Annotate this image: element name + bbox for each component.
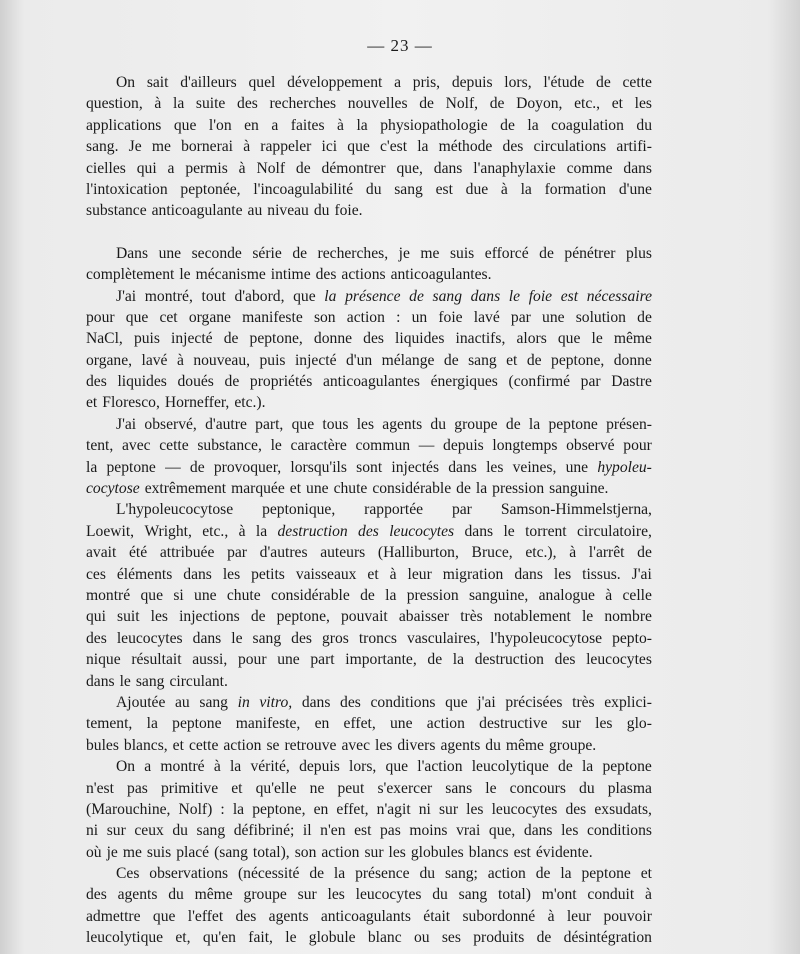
text-line: tent, avec cette substance, le caractère commun — depuis longtemps observé pour — [86, 437, 652, 455]
text-line: l'intoxication peptonée, l'incoagulabilité du sang est due à la formation d'une — [86, 180, 652, 198]
text-line: dans le sang circulant. — [86, 672, 228, 690]
paragraph — [86, 692, 652, 756]
text-line: leucolytique et, qu'en fait, le globule blanc ou ses produits de désintégration — [86, 929, 652, 947]
text-line: Ces observations (nécessité de la présence du sang; action de la peptone et — [116, 865, 652, 883]
text-line: applications que l'on en a faites à la physiopathologie de la coagulation du — [86, 116, 652, 134]
text-line: qui suit les injections de peptone, pouvait abaisser très notablement le nombre — [86, 608, 652, 626]
text-line: montré que si une chute considérable de la pression sanguine, analogue à celle — [86, 586, 652, 604]
paragraph — [86, 243, 652, 286]
text-line: NaCl, puis injecté de peptone, donne des liquides inactifs, alors que le même — [86, 330, 652, 348]
text-line: bules blancs, et cette action se retrouve avec les divers agents du même groupe. — [86, 736, 597, 754]
paragraph — [86, 863, 652, 949]
text-line: sang. Je me bornerai à rappeler ici que c'est la méthode des circulations artifi- — [86, 138, 652, 156]
paragraph — [86, 499, 652, 692]
text-line: J'ai observé, d'autre part, que tous les agents du groupe de la peptone présen- — [116, 415, 652, 433]
text-line: cocytose extrêmement marquée et une chute considérable de la pression sanguine. — [86, 480, 609, 498]
text-line: ces éléments dans les petits vaisseaux et à leur migration dans les tissus. J'ai — [86, 565, 652, 583]
text-line: Dans une seconde série de recherches, je me suis efforcé de pénétrer plus — [116, 244, 652, 262]
text-line: question, à la suite des recherches nouvelles de Nolf, de Doyon, etc., et les — [86, 95, 652, 113]
text-line: (Marouchine, Nolf) : la peptone, en effet, n'agit ni sur les leucocytes des exsudats, — [86, 800, 652, 818]
paragraph — [86, 72, 652, 222]
text-line: ni sur ceux du sang défibriné; il n'en est pas moins vrai que, dans les conditions — [86, 822, 652, 840]
text-line: Loewit, Wright, etc., à la destruction des leucocytes dans le torrent circulatoire, — [86, 522, 652, 540]
text-line: On a montré à la vérité, depuis lors, que l'action leucolytique de la peptone — [116, 758, 652, 776]
text-line: des agents du même groupe sur les leucocytes du sang total) m'ont conduit à — [86, 886, 652, 904]
text-line: J'ai montré, tout d'abord, que la présence de sang dans le foie est nécessaire — [116, 287, 652, 305]
body-text — [86, 72, 652, 949]
text-line: la peptone — de provoquer, lorsqu'ils sont injectés dans les veines, une hypoleu- — [86, 458, 652, 476]
text-line: L'hypoleucocytose peptonique, rapportée par Samson-Himmelstjerna, — [116, 501, 652, 519]
paragraph — [86, 414, 652, 500]
text-line: Ajoutée au sang in vitro, dans des conditions que j'ai précisées très explici- — [116, 693, 652, 711]
paragraph — [86, 756, 652, 863]
text-line: n'est pas primitive et qu'elle ne peut s'exercer sans le concours du plasma — [86, 779, 652, 797]
text-line: substance anticoagulante au niveau du foie. — [86, 202, 363, 220]
text-line: cielles qui a permis à Nolf de démontrer que, dans l'anaphylaxie comme dans — [86, 159, 652, 177]
paragraph-gap — [86, 222, 652, 243]
page-number: — 23 — — [367, 36, 433, 55]
text-line: On sait d'ailleurs quel développement a pris, depuis lors, l'étude de cette — [116, 74, 652, 91]
text-line: organe, lavé à nouveau, puis injecté d'un mélange de sang et de peptone, donne — [86, 351, 652, 369]
text-line: des leucocytes dans le sang des gros troncs vasculaires, l'hypoleucocytose pepto- — [86, 629, 652, 647]
text-line: et Floresco, Horneffer, etc.). — [86, 394, 266, 412]
text-line: où je me suis placé (sang total), son action sur les globules blancs est évidente. — [86, 843, 593, 861]
text-line: des liquides doués de propriétés anticoagulantes énergiques (confirmé par Dastre — [86, 373, 652, 391]
text-line: nique résultait aussi, pour une part importante, de la destruction des leucocytes — [86, 651, 652, 669]
paragraph — [86, 286, 652, 414]
text-line: tement, la peptone manifeste, en effet, une action destructive sur les glo- — [86, 715, 652, 733]
text-line: admettre que l'effet des agents anticoagulants était subordonné à leur pouvoir — [86, 907, 652, 925]
text-line: pour que cet organe manifeste son action : un foie lavé par une solution de — [86, 308, 652, 326]
text-line: complètement le mécanisme intime des actions anticoagulantes. — [86, 266, 492, 284]
text-line: avait été attribuée par d'autres auteurs (Halliburton, Bruce, etc.), à l'arrêt de — [86, 544, 652, 562]
